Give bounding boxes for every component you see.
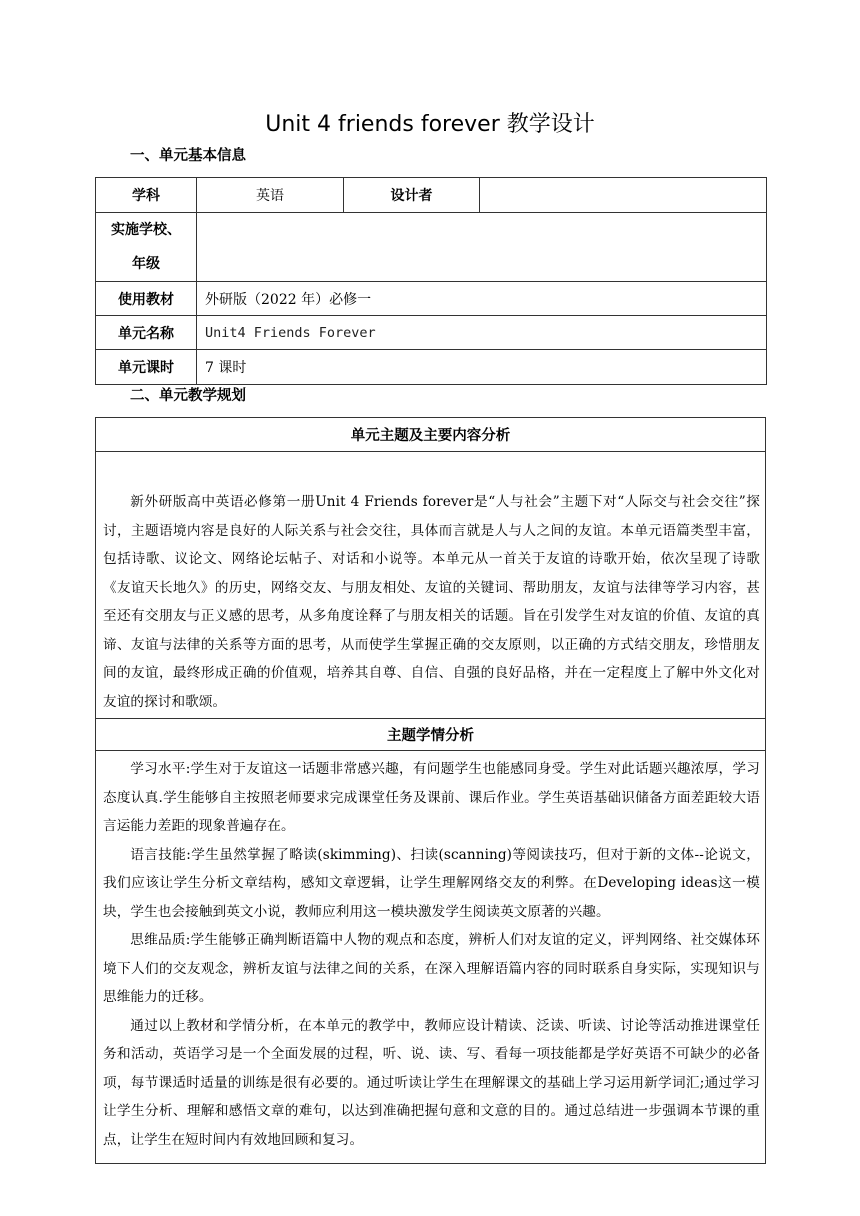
school-label-line2: 年级 xyxy=(132,256,160,272)
school-grade-value xyxy=(197,213,767,282)
subject-value: 英语 xyxy=(197,178,344,213)
designer-value xyxy=(480,178,767,213)
learner-paragraph: 通过以上教材和学情分析，在本单元的教学中，教师应设计精读、泛读、听读、讨论等活动推进课堂任务和活动，英语学习是一个全面发展的过程，听、说、读、写、看每一项技能都是学好英语不可缺少的必备项，每节课适时适量的训练是很有必要的。通过听读让学生在理解课文的基础上学习运用新学词汇;通过学习让学生分析、理解和感悟文章的难句，以达到准确把握句意和文意的目的。通过总结进一步强调本节课的重点，让学生在短时间内有效地回顾和复习。 xyxy=(103,1017,760,1148)
learner-paragraph: 思维品质:学生能够正确判断语篇中人物的观点和态度，辨析人们对友谊的定义，评判网络、社交媒体环境下人们的交友观念，辨析友谊与法律之间的关系，在深入理解语篇内容的同时联系自身实际，实现知识与思维能力的迁移。 xyxy=(103,932,760,1005)
page-title: Unit 4 friends forever 教学设计 xyxy=(265,112,595,137)
subject-label: 学科 xyxy=(96,178,197,213)
unit-name-value: Unit4 Friends Forever xyxy=(197,316,767,350)
textbook-value: 外研版（2022 年）必修一 xyxy=(197,282,767,316)
section-heading-basic-info: 一、单元基本信息 xyxy=(130,148,246,164)
section-heading-planning: 二、单元教学规划 xyxy=(130,388,246,404)
textbook-label: 使用教材 xyxy=(96,282,197,316)
theme-analysis-text: 新外研版高中英语必修第一册Unit 4 Friends forever是“人与社会”主题下对“人际交与社会交往”探讨，主题语境内容是良好的人际关系与社会交往，具体而言就是人与人之间的友谊。本单元语篇类型丰富，包括诗歌、议论文、网络论坛帖子、对话和小说等。本单元从一首关于友谊的诗歌开始，依次呈现了诗歌《友谊天长地久》的历史，网络交友、与朋友相处、友谊的关键词、帮助朋友，友谊与法律等学习内容，甚至还有交朋友与正义感的思考，从多角度诠释了与朋友相关的话题。旨在引发学生对友谊的价值、友谊的真谛、友谊与法律的关系等方面的思考，从而使学生掌握正确的交友原则，以正确的方式结交朋友，珍惜朋友间的友谊，最终形成正确的价值观，培养其自尊、自信、自强的良好品格，并在一定程度上了解中外文化对友谊的探讨和歌颂。 xyxy=(103,494,760,710)
basic-info-table xyxy=(95,177,767,385)
learner-analysis-header: 主题学情分析 xyxy=(96,719,766,751)
learner-paragraph: 语言技能:学生虽然掌握了略读(skimming)、扫读(scanning)等阅读技巧，但对于新的文体--论说文，我们应该让学生分析文章结构，感知文章逻辑，让学生理解网络交友的利弊。在Developing ideas这一模块，学生也会接触到英文小说，教师应利用这一模块激发学生阅读英文原著的兴趣。 xyxy=(103,846,760,920)
planning-table xyxy=(95,417,766,1164)
class-hours-value: 7 课时 xyxy=(197,350,767,385)
school-grade-label xyxy=(96,213,197,282)
designer-label: 设计者 xyxy=(344,178,480,213)
theme-analysis-cell xyxy=(96,452,766,719)
theme-analysis-header: 单元主题及主要内容分析 xyxy=(96,418,766,452)
unit-name-label: 单元名称 xyxy=(96,316,197,350)
class-hours-label: 单元课时 xyxy=(96,350,197,385)
school-label-line1: 实施学校、 xyxy=(111,222,181,238)
learner-analysis-cell xyxy=(96,751,766,1164)
learner-paragraph: 学习水平:学生对于友谊这一话题非常感兴趣，有问题学生也能感同身受。学生对此话题兴趣浓厚，学习态度认真.学生能够自主按照老师要求完成课堂任务及课前、课后作业。学生英语基础识储备方面差距较大语言运能力差距的现象普遍存在。 xyxy=(103,761,760,834)
